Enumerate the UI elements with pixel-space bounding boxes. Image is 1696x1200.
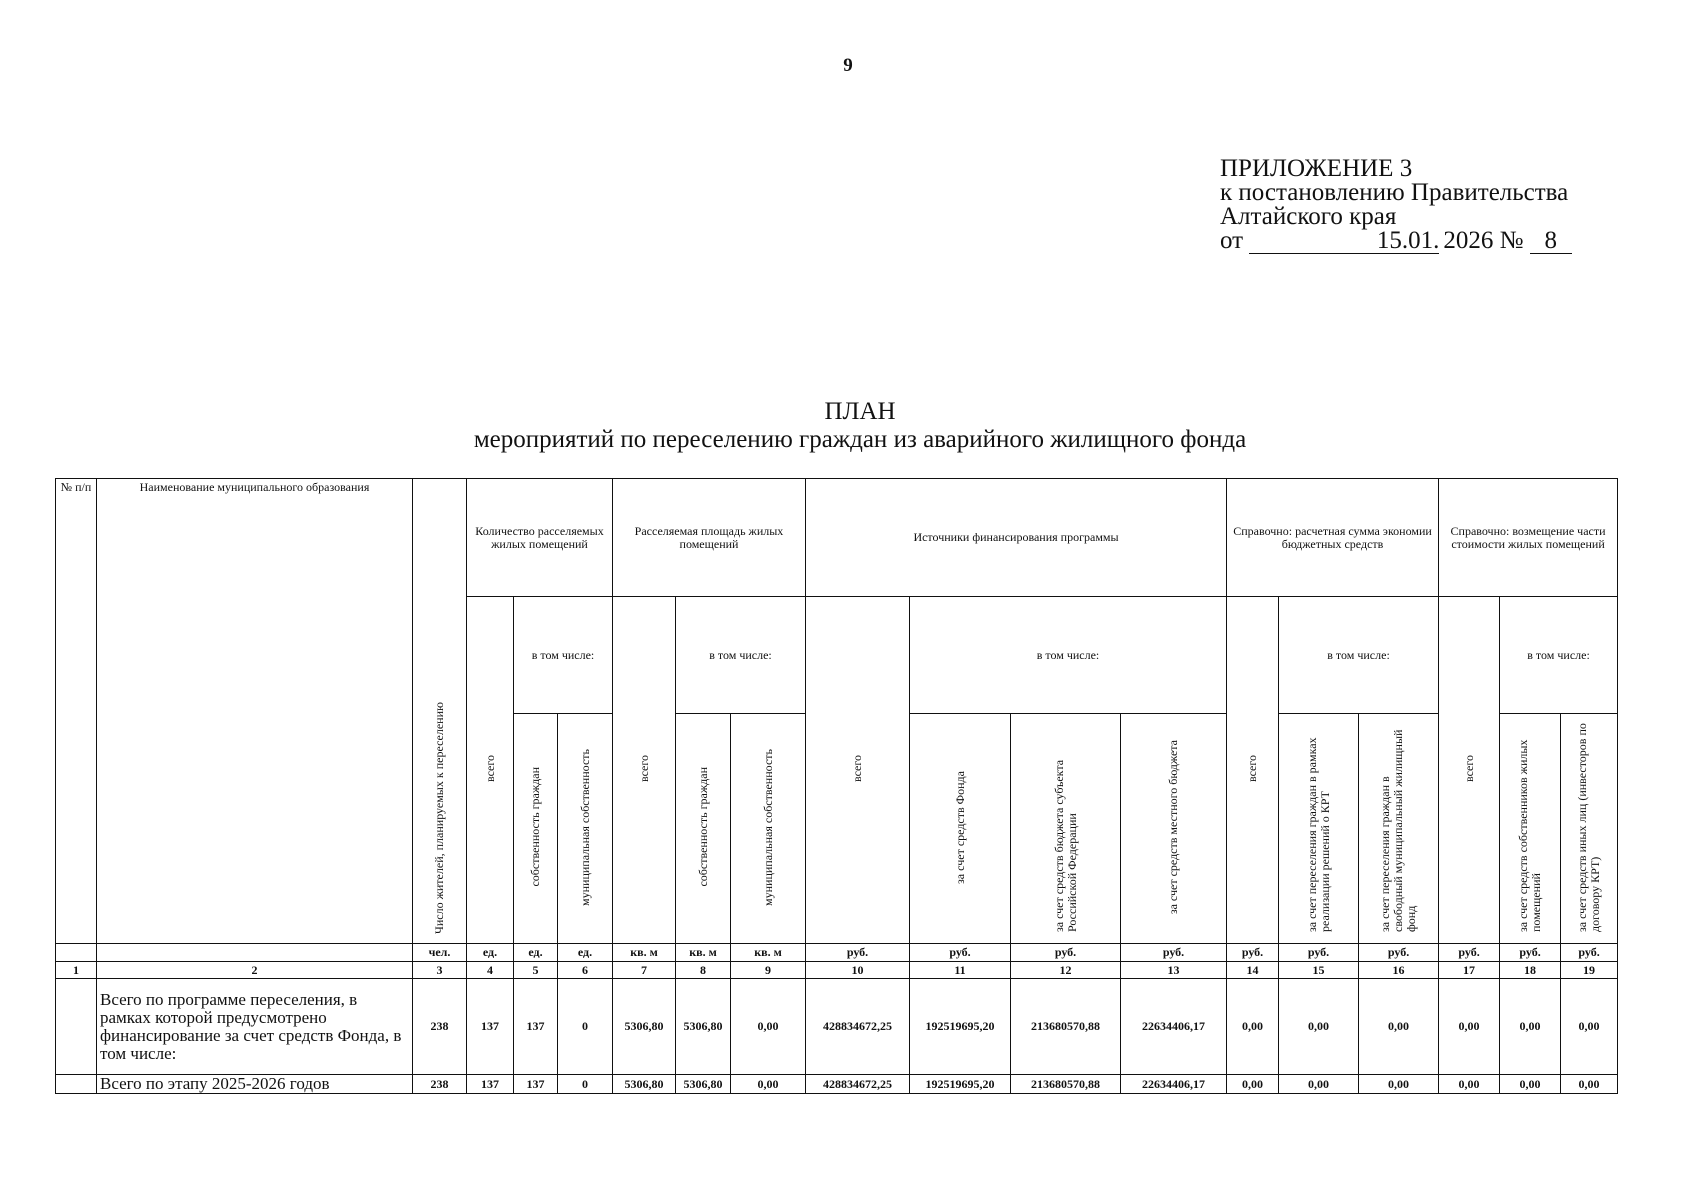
value-cell: 428834672,25: [806, 979, 910, 1075]
value-cell: 0,00: [1227, 979, 1279, 1075]
header-funding-total: [806, 597, 910, 944]
value-cell: 238: [413, 979, 467, 1075]
value-cell: 0,00: [1227, 1075, 1279, 1094]
column-numbers-row: [56, 962, 1618, 979]
column-number-cell: 8: [676, 962, 731, 979]
appendix-line3: Алтайского края: [1220, 203, 1397, 230]
header-area-municipal: [731, 714, 806, 944]
decree-number: 8: [1530, 229, 1572, 254]
value-cell: 5306,80: [676, 979, 731, 1075]
unit-cell: руб.: [1011, 944, 1121, 962]
header-area-citizens-label: собственность граждан: [695, 767, 710, 887]
unit-cell: чел.: [413, 944, 467, 962]
value-cell: 137: [467, 979, 514, 1075]
value-cell: 0,00: [1500, 1075, 1561, 1094]
header-local-budget-label: за счет средств местного бюджета: [1166, 739, 1180, 915]
unit-cell: руб.: [1561, 944, 1618, 962]
header-area-group: Расселяемая площадь жилых помещений: [613, 479, 806, 597]
header-fund-label: за счет средств Фонда: [952, 770, 967, 884]
unit-cell: [97, 944, 413, 962]
header-savings-group: Справочно: расчетная сумма экономии бюджетных средств: [1227, 479, 1439, 597]
header-funding-total-label: всего: [850, 754, 864, 783]
header-compensation-group: Справочно: возмещение части стоимости жилых помещений: [1439, 479, 1618, 597]
appendix-title: ПРИЛОЖЕНИЕ 3: [1220, 155, 1413, 182]
unit-cell: руб.: [806, 944, 910, 962]
unit-cell: ед.: [558, 944, 613, 962]
header-area-incl: в том числе:: [676, 597, 806, 714]
page-number: 9: [843, 55, 853, 76]
unit-cell: руб.: [1279, 944, 1359, 962]
header-funding-group: Источники финансирования программы: [806, 479, 1227, 597]
decree-year: 2026 №: [1443, 227, 1524, 254]
appendix-dateline: [1220, 229, 1572, 254]
unit-cell: руб.: [1121, 944, 1227, 962]
column-number-cell: 10: [806, 962, 910, 979]
column-number-cell: 18: [1500, 962, 1561, 979]
value-cell: 0,00: [1359, 979, 1439, 1075]
column-number-cell: 11: [910, 962, 1011, 979]
column-number-cell: 3: [413, 962, 467, 979]
value-cell: 137: [514, 1075, 558, 1094]
value-cell: 5306,80: [613, 1075, 676, 1094]
plan-title-block: [0, 398, 1696, 454]
header-count-municipal: [558, 714, 613, 944]
header-count-group: Количество расселяемых жилых помещений: [467, 479, 613, 597]
header-name: Наименование муниципального образования: [97, 479, 413, 944]
decree-date: 15.01.: [1249, 229, 1439, 254]
value-cell: 0,00: [731, 979, 806, 1075]
header-count-incl: в том числе:: [514, 597, 613, 714]
value-cell: 0,00: [1279, 979, 1359, 1075]
value-cell: 0,00: [1561, 1075, 1618, 1094]
column-number-cell: 1: [56, 962, 97, 979]
header-savings-total: [1227, 597, 1279, 944]
column-number-cell: 13: [1121, 962, 1227, 979]
value-cell: 5306,80: [613, 979, 676, 1075]
unit-cell: кв. м: [731, 944, 806, 962]
value-cell: 213680570,88: [1011, 979, 1121, 1075]
table-row: [56, 979, 1618, 1075]
value-cell: 137: [467, 1075, 514, 1094]
unit-cell: руб.: [1359, 944, 1439, 962]
unit-cell: руб.: [910, 944, 1011, 962]
header-comp-total-label: всего: [1461, 754, 1476, 783]
header-subject-budget-label: за счет средств бюджета субъекта Российской Федерации: [1051, 759, 1079, 932]
value-cell: 22634406,17: [1121, 1075, 1227, 1094]
value-cell: 238: [413, 1075, 467, 1094]
header-investors-label: за счет средств иных лиц (инвесторов по договору КРТ): [1575, 723, 1603, 932]
plan-subtitle: мероприятий по переселению граждан из аварийного жилищного фонда: [473, 426, 1247, 453]
column-number-cell: 6: [558, 962, 613, 979]
header-area-citizens: [676, 714, 731, 944]
unit-cell: [56, 944, 97, 962]
header-area-total-label: всего: [636, 754, 651, 783]
column-number-cell: 15: [1279, 962, 1359, 979]
unit-cell: руб.: [1439, 944, 1500, 962]
header-subject-budget: [1011, 714, 1121, 944]
header-free-fund: [1359, 714, 1439, 944]
units-row: [56, 944, 1618, 962]
column-number-cell: 17: [1439, 962, 1500, 979]
value-cell: 0,00: [731, 1075, 806, 1094]
header-funding-incl: в том числе:: [910, 597, 1227, 714]
column-number-cell: 12: [1011, 962, 1121, 979]
column-number-cell: 9: [731, 962, 806, 979]
header-count-total: [467, 597, 514, 944]
value-cell: 192519695,20: [910, 1075, 1011, 1094]
header-fund: [910, 714, 1011, 944]
column-number-cell: 7: [613, 962, 676, 979]
value-cell: 0: [558, 1075, 613, 1094]
table-row: [56, 1075, 1618, 1094]
column-number-cell: 5: [514, 962, 558, 979]
value-cell: 0,00: [1439, 1075, 1500, 1094]
value-cell: 5306,80: [676, 1075, 731, 1094]
value-cell: 22634406,17: [1121, 979, 1227, 1075]
header-owners-label: за счет средств собственников жилых помещений: [1516, 739, 1544, 932]
unit-cell: кв. м: [676, 944, 731, 962]
from-label: от: [1220, 227, 1244, 254]
header-area-municipal-label: муниципальная собственность: [760, 748, 775, 906]
unit-cell: кв. м: [613, 944, 676, 962]
value-cell: 0: [558, 979, 613, 1075]
appendix-block: [1220, 157, 1572, 254]
value-cell: 192519695,20: [910, 979, 1011, 1075]
plan-title: ПЛАН: [824, 398, 896, 425]
header-comp-total: [1439, 597, 1500, 944]
value-cell: 0,00: [1279, 1075, 1359, 1094]
column-number-cell: 19: [1561, 962, 1618, 979]
value-cell: 137: [514, 979, 558, 1075]
row-num-cell: [56, 979, 97, 1075]
header-savings-incl: в том числе:: [1279, 597, 1439, 714]
value-cell: 0,00: [1359, 1075, 1439, 1094]
header-savings-total-label: всего: [1245, 754, 1260, 783]
value-cell: 0,00: [1439, 979, 1500, 1075]
value-cell: 0,00: [1500, 979, 1561, 1075]
header-local-budget: [1121, 714, 1227, 944]
unit-cell: руб.: [1500, 944, 1561, 962]
header-residents: [413, 479, 467, 944]
unit-cell: руб.: [1227, 944, 1279, 962]
header-count-citizens-label: собственность граждан: [528, 767, 542, 887]
unit-cell: ед.: [467, 944, 514, 962]
header-krt-label: за счет переселения граждан в рамках реализации решений о КРТ: [1304, 737, 1332, 932]
header-investors: [1561, 714, 1618, 944]
header-count-total-label: всего: [482, 754, 497, 783]
value-cell: 428834672,25: [806, 1075, 910, 1094]
column-number-cell: 14: [1227, 962, 1279, 979]
value-cell: 0,00: [1561, 979, 1618, 1075]
header-krt: [1279, 714, 1359, 944]
header-count-municipal-label: муниципальная собственность: [577, 748, 592, 906]
unit-cell: ед.: [514, 944, 558, 962]
header-owners: [1500, 714, 1561, 944]
column-number-cell: 2: [97, 962, 413, 979]
header-count-citizens: [514, 714, 558, 944]
resettlement-plan-table: [55, 478, 1618, 1094]
header-free-fund-label: за счет переселения граждан в свободный муниципальный жилищный фонд: [1378, 729, 1419, 932]
row-name-cell: Всего по этапу 2025-2026 годов: [97, 1075, 413, 1094]
header-num: № п/п: [56, 479, 97, 944]
row-name-cell: Всего по программе переселения, в рамках которой предусмотрено финансирование за счет средств Фонда, в том числе:: [97, 979, 413, 1075]
appendix-line2: к постановлению Правительства: [1220, 179, 1569, 206]
column-number-cell: 16: [1359, 962, 1439, 979]
column-number-cell: 4: [467, 962, 514, 979]
row-num-cell: [56, 1075, 97, 1094]
value-cell: 213680570,88: [1011, 1075, 1121, 1094]
header-area-total: [613, 597, 676, 944]
header-residents-label: Число жителей, планируемых к переселению: [432, 702, 446, 934]
header-comp-incl: в том числе:: [1500, 597, 1618, 714]
